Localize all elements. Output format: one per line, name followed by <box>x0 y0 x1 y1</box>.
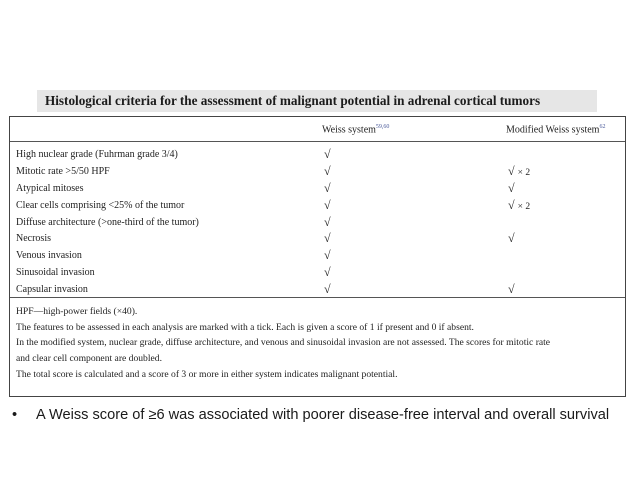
modified-reference: 62 <box>599 124 606 130</box>
footnote-line: HPF—high-power fields (×40). <box>16 306 138 317</box>
table-footnotes <box>16 304 616 383</box>
weiss-column-label: Weiss system <box>322 124 376 136</box>
weiss-reference: 59,60 <box>375 124 390 130</box>
modified-weiss-cell <box>508 231 518 246</box>
criterion-label: High nuclear grade (Fuhrman grade 3/4) <box>16 149 178 160</box>
table-header-row <box>10 117 625 139</box>
footnote-line: In the modified system, nuclear grade, diffuse architecture, and venous and sinusoidal invasion are not assessed. The scores for mitotic rate <box>16 337 551 349</box>
notes-divider <box>10 297 625 298</box>
weiss-tick: √ <box>324 197 331 212</box>
modified-tick: √ <box>508 282 515 297</box>
weiss-tick: √ <box>324 180 331 195</box>
criterion-label: Diffuse architecture (>one-third of the tumor) <box>16 216 199 228</box>
weiss-tick: √ <box>324 231 331 246</box>
score-multiplier: × 2 <box>517 201 531 212</box>
modified-weiss-cell <box>508 181 518 196</box>
criteria-row <box>10 265 625 282</box>
modified-weiss-column-header <box>506 124 605 135</box>
criterion-label: Necrosis <box>16 233 51 245</box>
modified-tick: √ <box>508 197 515 212</box>
table-title-bar <box>37 90 597 112</box>
modified-tick: √ <box>508 180 515 195</box>
table-title: Histological criteria for the assessment of malignant potential in adrenal cortical tumors <box>45 93 541 108</box>
weiss-tick: √ <box>324 282 331 297</box>
modified-weiss-cell <box>508 282 518 297</box>
criteria-row <box>10 198 625 215</box>
modified-tick: √ <box>508 163 515 178</box>
weiss-tick: √ <box>324 248 331 263</box>
modified-tick: √ <box>508 231 515 246</box>
criteria-table <box>9 116 626 397</box>
modified-weiss-cell <box>508 248 511 263</box>
criteria-row <box>10 231 625 248</box>
score-multiplier: × 2 <box>517 167 531 178</box>
criteria-row <box>10 248 625 265</box>
criteria-row <box>10 164 625 181</box>
weiss-tick: √ <box>324 163 331 178</box>
criteria-list <box>10 147 625 299</box>
modified-column-label: Modified Weiss system <box>506 124 600 136</box>
criterion-label: Capsular invasion <box>16 284 88 296</box>
criterion-label: Venous invasion <box>16 250 82 262</box>
footnote-line: The features to be assessed in each analysis are marked with a tick. Each is given a score of 1 if present and 0 if absent. <box>16 321 474 333</box>
header-divider <box>10 141 625 142</box>
criterion-label: Sinusoidal invasion <box>16 267 95 279</box>
weiss-column-header <box>322 124 389 135</box>
modified-weiss-cell <box>508 215 511 230</box>
modified-weiss-cell <box>508 265 511 280</box>
footnote-line: and clear cell component are doubled. <box>16 353 162 365</box>
criteria-row <box>10 181 625 198</box>
criterion-label: Atypical mitoses <box>16 182 84 194</box>
criteria-row <box>10 215 625 232</box>
modified-weiss-cell <box>508 164 530 179</box>
weiss-tick: √ <box>324 214 331 229</box>
weiss-tick: √ <box>324 147 331 161</box>
criterion-label: Mitotic rate >5/50 HPF <box>16 165 110 177</box>
criteria-row <box>10 147 625 164</box>
bullet-point <box>12 405 622 426</box>
criterion-label: Clear cells comprising <25% of the tumor <box>16 199 185 211</box>
weiss-tick: √ <box>324 265 331 280</box>
bullet-text: A Weiss score of ≥6 was associated with poorer disease-free interval and overall survival <box>36 407 610 423</box>
bullet-marker: • <box>12 407 18 423</box>
modified-weiss-cell <box>508 147 511 162</box>
footnote-line: The total score is calculated and a score of 3 or more in either system indicates malignant potential. <box>16 368 398 380</box>
modified-weiss-cell <box>508 198 530 213</box>
